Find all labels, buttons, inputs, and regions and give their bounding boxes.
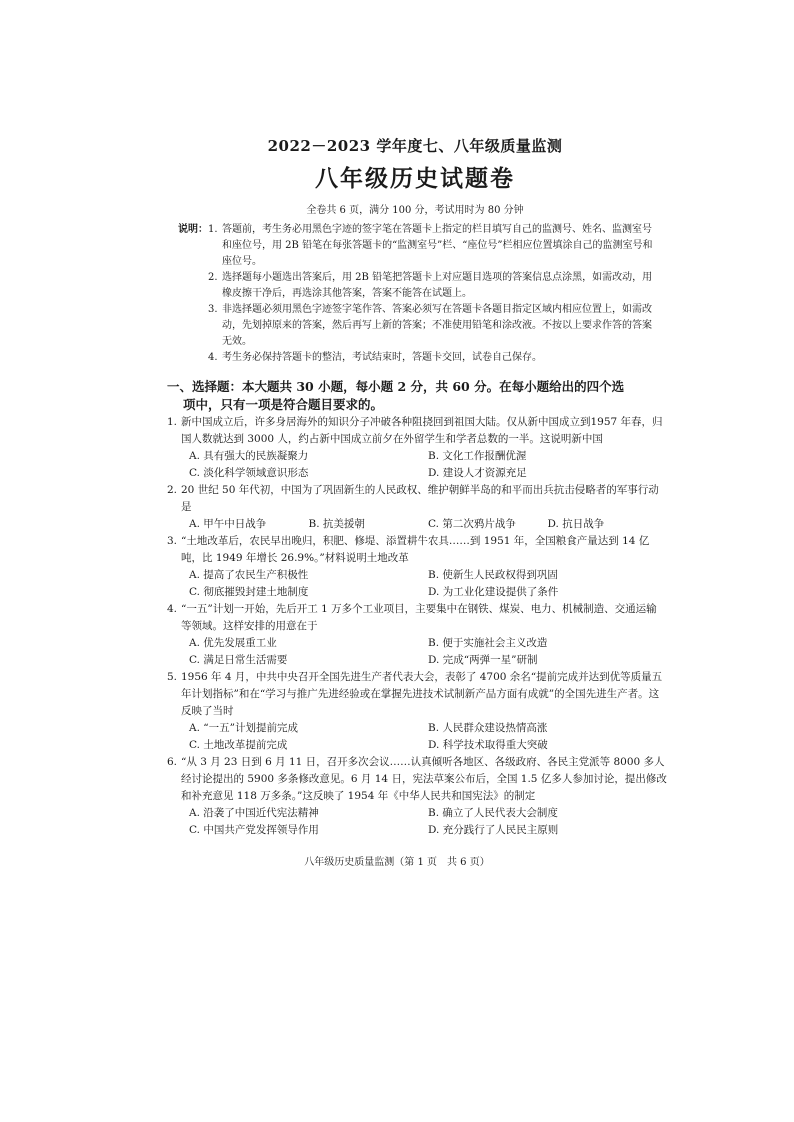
option-c: C. 中国共产党发挥领导作用: [189, 824, 319, 836]
exam-subtitle: 全卷共 6 页，满分 100 分，考试用时为 80 分钟: [306, 205, 524, 216]
question-text: 新中国成立后，许多身居海外的知识分子冲破各种阻挠回到祖国大陆。仅从新中国成立到1957 年春，归国人数就达到 3000 人，约占新中国成立前夕在外留学生和学者总数的一半。这说明新中国: [181, 416, 663, 445]
question-stem: [167, 414, 667, 448]
instruction-text: 选择题每小题选出答案后，用 2B 铅笔把答题卡上对应题目选项的答案信息点涂黑，如需改动，用橡皮擦干净后，再选涂其他答案，答案不能答在试题上。: [222, 272, 653, 299]
exam-title: 八年级历史试题卷: [315, 165, 515, 192]
question-number: 5.: [167, 671, 178, 683]
option-a: A. 沿袭了中国近代宪法精神: [189, 807, 319, 819]
option-b: B. 便于实施社会主义改造: [428, 637, 548, 649]
option-d: D. 为工业化建设提供了条件: [428, 586, 559, 598]
question-2: [167, 482, 667, 533]
option-c: C. 彻底摧毁封建土地制度: [189, 586, 309, 598]
options: [167, 635, 667, 669]
option-b: B. 人民群众建设热情高涨: [428, 722, 548, 734]
page-footer: 八年级历史质量监测（第 1 页 共 6 页）: [304, 857, 490, 868]
option-b: B. 文化工作报酬优渥: [428, 450, 527, 462]
question-stem: [167, 669, 667, 720]
instruction-item: [208, 350, 655, 366]
option-d: D. 建设人才资源充足: [428, 467, 527, 479]
question-number: 2.: [167, 484, 178, 496]
option-d: D. 科学技术取得重大突破: [428, 739, 548, 751]
question-number: 3.: [167, 535, 178, 547]
option-b: B. 使新生人民政权得到巩固: [428, 569, 558, 581]
instruction-text: 非选择题必须用黑色字迹签字笔作答、答案必须写在答题卡各题目指定区域内相应位置上，如需改动，先划掉原来的答案，然后再写上新的答案；不准使用铅笔和涂改液。不按以上要求作答的答案无效。: [222, 304, 652, 347]
options: [167, 567, 667, 601]
question-text: “从 3 月 23 日到 6 月 11 日，召开多次会议……认真倾听各地区、各级政府、各民主党派等 8000 多人经讨论提出的 5900 多条修改意见。6 月 14 日，宪法草案公布后，全国 1.5 亿多人参加讨论，提出修改和补充意见 118 万多条。”这反映了 1954 年《中华人民共和国宪法》的制定: [181, 756, 667, 802]
question-number: 1.: [167, 416, 178, 428]
option-d: D. 抗日战争: [547, 518, 605, 530]
options: [167, 448, 667, 482]
question-text: 1956 年 4 月，中共中央召开全国先进生产者代表大会，表彰了 4700 余名“提前完成并达到优等质量五年计划指标”和在“学习与推广先进经验或在掌握先进技术试制新产品方面有成就”的全国先进生产者。这反映了当时: [181, 671, 663, 717]
option-d: D. 完成“两弹一星”研制: [428, 654, 538, 666]
instruction-item: [208, 270, 655, 302]
question-stem: [167, 482, 667, 516]
option-b: B. 确立了人民代表大会制度: [428, 807, 558, 819]
option-c: C. 第二次鸦片战争: [428, 518, 516, 530]
options: [167, 516, 667, 533]
instruction-item: [208, 302, 655, 350]
question-stem: [167, 601, 667, 635]
question-6: [167, 754, 667, 839]
question-4: [167, 601, 667, 669]
question-3: [167, 533, 667, 601]
section-heading: [167, 378, 667, 414]
exam-header-line: 2022－2023 学年度七、八年级质量监测: [267, 137, 563, 155]
instructions: [178, 222, 655, 366]
question-stem: [167, 754, 667, 805]
option-a: A. 具有强大的民族凝聚力: [189, 450, 309, 462]
instruction-number: 4.: [208, 352, 218, 363]
instruction-text: 答题前，考生务必用黑色字迹的签字笔在答题卡上指定的栏目填写自己的监测号、姓名、监测室号和座位号，用 2B 铅笔在每张答题卡的“监测室号”栏、“座位号”栏相应位置填涂自己的监测室号和座位号。: [222, 224, 653, 267]
option-a: A. 优先发展重工业: [189, 637, 277, 649]
option-c: C. 满足日常生活需要: [189, 654, 288, 666]
question-text: 20 世纪 50 年代初，中国为了巩固新生的人民政权、维护朝鲜半岛的和平而出兵抗击侵略者的军事行动是: [181, 484, 659, 513]
question-number: 6.: [167, 756, 178, 768]
instructions-label: 说明：: [178, 224, 208, 235]
option-b: B. 抗美援朝: [308, 518, 365, 530]
section-heading-line: 一、选择题：本大题共 30 小题，每小题 2 分，共 60 分。在每小题给出的四个选: [167, 379, 625, 394]
options: [167, 720, 667, 754]
instruction-number: 3.: [208, 304, 218, 315]
exam-content: [167, 135, 667, 839]
instruction-item: [208, 222, 655, 270]
option-c: C. 淡化科学领域意识形态: [189, 467, 309, 479]
option-a: A. 甲午中日战争: [189, 518, 267, 530]
question-1: [167, 414, 667, 482]
question-text: “一五”计划一开始，先后开工 1 万多个工业项目，主要集中在钢铁、煤炭、电力、机械制造、交通运输等领域。这样安排的用意在于: [181, 603, 657, 632]
instruction-number: 1.: [208, 224, 218, 235]
question-5: [167, 669, 667, 754]
question-stem: [167, 533, 667, 567]
instruction-text: 考生务必保持答题卡的整洁，考试结束时，答题卡交回，试卷自己保存。: [222, 352, 542, 363]
question-text: “土地改革后，农民早出晚归，积肥、修堤、添置耕牛农具……到 1951 年，全国粮食产量达到 14 亿吨，比 1949 年增长 26.9%。”材料说明土地改革: [181, 535, 650, 564]
option-a: A. “一五”计划提前完成: [189, 722, 298, 734]
question-number: 4.: [167, 603, 178, 615]
option-a: A. 提高了农民生产积极性: [189, 569, 309, 581]
option-c: C. 土地改革提前完成: [189, 739, 288, 751]
option-d: D. 充分践行了人民民主原则: [428, 824, 559, 836]
section-heading-line: 项中，只有一项是符合题目要求的。: [183, 397, 384, 412]
options: [167, 805, 667, 839]
instruction-number: 2.: [208, 272, 218, 283]
instructions-list: [208, 222, 655, 366]
